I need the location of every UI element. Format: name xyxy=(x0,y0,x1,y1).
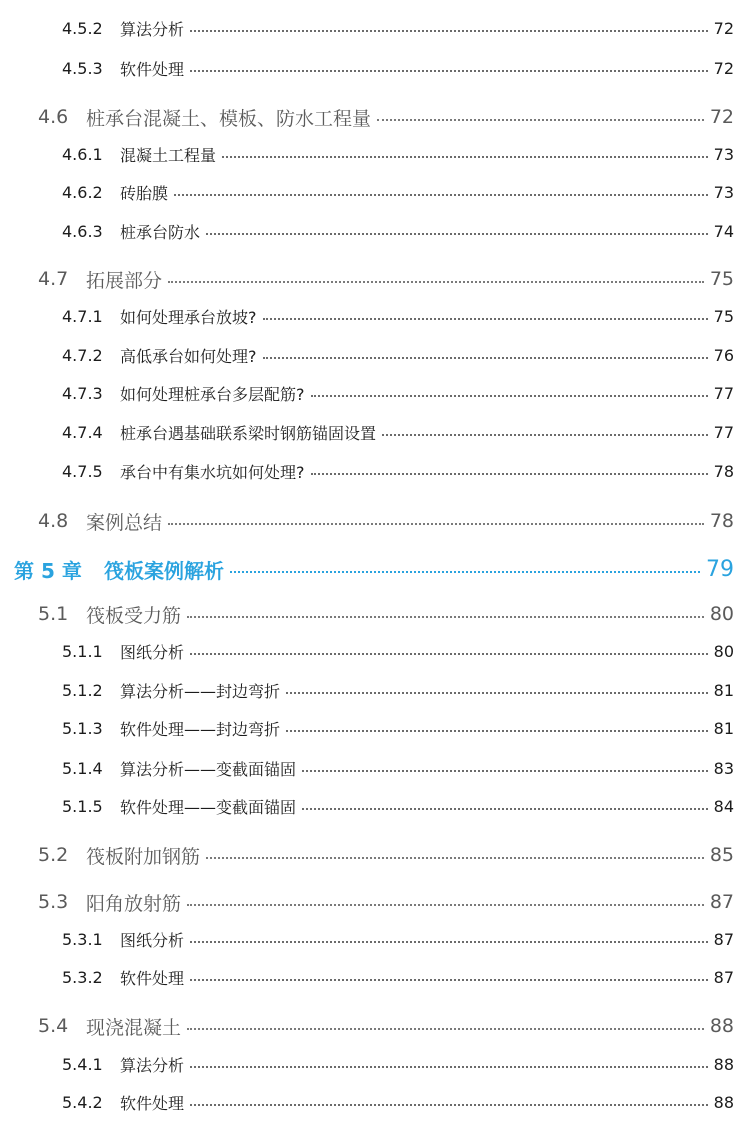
toc-entry-title: 算法分析 xyxy=(120,1055,185,1075)
toc-entry-sub[interactable] xyxy=(62,218,734,244)
toc-entry-sub[interactable] xyxy=(62,419,734,445)
toc-entry-number: 4.6 xyxy=(38,106,69,128)
toc-entry-page-number: 74 xyxy=(713,221,734,241)
toc-entry-title: 现浇混凝土 xyxy=(86,1016,182,1039)
dot-leader xyxy=(174,194,708,196)
dot-leader xyxy=(286,692,708,694)
toc-entry-number: 4.7.1 xyxy=(62,306,103,326)
dot-leader xyxy=(311,473,708,475)
toc-entry-title: 桩承台遇基础联系梁时钢筋锚固设置 xyxy=(120,423,377,443)
toc-entry-number: 4.6.2 xyxy=(62,182,103,202)
toc-entry-page-number: 81 xyxy=(713,680,734,700)
toc-entry-sub[interactable] xyxy=(62,55,734,81)
toc-entry-page-number: 87 xyxy=(709,891,734,913)
toc-entry-title: 承台中有集水坑如何处理? xyxy=(120,462,305,482)
toc-entry-page-number: 75 xyxy=(713,306,734,326)
dot-leader xyxy=(190,941,708,943)
toc-entry-section[interactable] xyxy=(38,102,734,132)
toc-entry-title: 如何处理承台放坡? xyxy=(120,307,257,327)
toc-entry-section[interactable] xyxy=(38,887,734,917)
toc-entry-page-number: 84 xyxy=(713,796,734,816)
dot-leader xyxy=(311,395,708,397)
toc-entry-page-number: 75 xyxy=(709,268,734,290)
toc-entry-page-number: 87 xyxy=(713,929,734,949)
toc-entry-section[interactable] xyxy=(38,506,734,536)
toc-entry-number: 5.2 xyxy=(38,844,69,866)
toc-entry-number: 4.7.2 xyxy=(62,345,103,365)
toc-entry-page-number: 83 xyxy=(713,758,734,778)
toc-entry-title: 拓展部分 xyxy=(86,269,163,292)
toc-entry-page-number: 78 xyxy=(713,461,734,481)
toc-entry-number: 第 5 章 xyxy=(14,558,82,583)
dot-leader xyxy=(302,770,708,772)
toc-entry-title: 图纸分析 xyxy=(120,642,185,662)
toc-entry-sub[interactable] xyxy=(62,1051,734,1077)
dot-leader xyxy=(187,904,704,906)
dot-leader xyxy=(302,808,708,810)
dot-leader xyxy=(263,318,708,320)
toc-entry-page-number: 88 xyxy=(713,1092,734,1112)
toc-entry-number: 5.3 xyxy=(38,891,69,913)
toc-entry-page-number: 80 xyxy=(709,603,734,625)
toc-entry-number: 5.1 xyxy=(38,603,69,625)
dot-leader xyxy=(222,156,708,158)
toc-entry-page-number: 77 xyxy=(713,383,734,403)
toc-entry-title: 混凝土工程量 xyxy=(120,145,217,165)
toc-entry-title: 如何处理桩承台多层配筋? xyxy=(120,384,305,404)
toc-entry-sub[interactable] xyxy=(62,141,734,167)
dot-leader xyxy=(206,857,704,859)
toc-entry-page-number: 73 xyxy=(713,182,734,202)
toc-entry-sub[interactable] xyxy=(62,1089,734,1115)
toc-entry-page-number: 72 xyxy=(709,106,734,128)
toc-entry-page-number: 80 xyxy=(713,641,734,661)
toc-entry-title: 桩承台混凝土、模板、防水工程量 xyxy=(86,107,372,130)
toc-entry-number: 5.1.4 xyxy=(62,758,103,778)
toc-entry-page-number: 85 xyxy=(709,844,734,866)
toc-entry-number: 5.1.2 xyxy=(62,680,103,700)
toc-entry-title: 软件处理 xyxy=(120,1093,185,1113)
dot-leader xyxy=(190,1066,708,1068)
dot-leader xyxy=(190,30,708,32)
toc-entry-number: 5.4.2 xyxy=(62,1092,103,1112)
toc-entry-number: 4.7 xyxy=(38,268,69,290)
toc-entry-number: 5.1.1 xyxy=(62,641,103,661)
toc-entry-number: 5.3.1 xyxy=(62,929,103,949)
toc-entry-title: 筏板附加钢筋 xyxy=(86,845,201,868)
dot-leader xyxy=(190,1104,708,1106)
toc-entry-title: 算法分析 xyxy=(120,19,185,39)
toc-entry-number: 4.8 xyxy=(38,510,69,532)
dot-leader xyxy=(286,730,708,732)
toc-entry-title: 软件处理 xyxy=(120,59,185,79)
toc-entry-title: 案例总结 xyxy=(86,511,163,534)
toc-entry-title: 软件处理——变截面锚固 xyxy=(120,797,297,817)
dot-leader xyxy=(190,979,708,981)
toc-entry-sub[interactable] xyxy=(62,926,734,952)
toc-entry-sub[interactable] xyxy=(62,458,734,484)
dot-leader xyxy=(190,653,708,655)
toc-entry-sub[interactable] xyxy=(62,179,734,205)
toc-entry-title: 筏板受力筋 xyxy=(86,604,182,627)
toc-entry-number: 4.6.1 xyxy=(62,144,103,164)
toc-entry-sub[interactable] xyxy=(62,380,734,406)
toc-entry-number: 4.7.5 xyxy=(62,461,103,481)
toc-entry-number: 4.7.3 xyxy=(62,383,103,403)
dot-leader xyxy=(168,523,704,525)
toc-entry-sub[interactable] xyxy=(62,793,734,819)
toc-entry-sub[interactable] xyxy=(62,964,734,990)
toc-entry-title: 筏板案例解析 xyxy=(104,558,224,583)
toc-entry-page-number: 72 xyxy=(713,58,734,78)
toc-entry-title: 桩承台防水 xyxy=(120,222,201,242)
dot-leader xyxy=(187,616,704,618)
dot-leader xyxy=(230,571,700,573)
toc-entry-number: 4.5.2 xyxy=(62,18,103,38)
toc-entry-title: 软件处理 xyxy=(120,968,185,988)
toc-entry-section[interactable] xyxy=(38,599,734,629)
toc-entry-page-number: 81 xyxy=(713,718,734,738)
toc-entry-section[interactable] xyxy=(38,264,734,294)
toc-entry-title: 图纸分析 xyxy=(120,930,185,950)
toc-entry-sub[interactable] xyxy=(62,15,734,41)
toc-entry-page-number: 78 xyxy=(709,510,734,532)
toc-entry-title: 高低承台如何处理? xyxy=(120,346,257,366)
toc-entry-number: 5.1.5 xyxy=(62,796,103,816)
dot-leader xyxy=(168,281,704,283)
toc-entry-page-number: 79 xyxy=(706,556,734,582)
toc-entry-number: 5.4 xyxy=(38,1015,69,1037)
toc-entry-number: 4.6.3 xyxy=(62,221,103,241)
toc-entry-sub[interactable] xyxy=(62,342,734,368)
toc-entry-title: 阳角放射筋 xyxy=(86,892,182,915)
toc-entry-sub[interactable] xyxy=(62,755,734,781)
toc-entry-number: 4.7.4 xyxy=(62,422,103,442)
toc-entry-sub[interactable] xyxy=(62,677,734,703)
toc-entry-section[interactable] xyxy=(38,840,734,870)
toc-entry-page-number: 87 xyxy=(713,967,734,987)
dot-leader xyxy=(263,357,708,359)
toc-entry-page-number: 72 xyxy=(713,18,734,38)
toc-entry-number: 5.3.2 xyxy=(62,967,103,987)
toc-entry-sub[interactable] xyxy=(62,715,734,741)
toc-entry-page-number: 88 xyxy=(713,1054,734,1074)
dot-leader xyxy=(206,233,708,235)
toc-entry-title: 软件处理——封边弯折 xyxy=(120,719,281,739)
dot-leader xyxy=(382,434,708,436)
toc-entry-page-number: 73 xyxy=(713,144,734,164)
toc-entry-section[interactable] xyxy=(38,1011,734,1041)
dot-leader xyxy=(187,1028,704,1030)
toc-entry-number: 5.1.3 xyxy=(62,718,103,738)
toc-entry-number: 5.4.1 xyxy=(62,1054,103,1074)
toc-entry-title: 算法分析——变截面锚固 xyxy=(120,759,297,779)
toc-entry-sub[interactable] xyxy=(62,638,734,664)
toc-entry-sub[interactable] xyxy=(62,303,734,329)
dot-leader xyxy=(190,70,708,72)
toc-entry-page-number: 88 xyxy=(709,1015,734,1037)
toc-entry-title: 算法分析——封边弯折 xyxy=(120,681,281,701)
toc-entry-page-number: 77 xyxy=(713,422,734,442)
toc-entry-number: 4.5.3 xyxy=(62,58,103,78)
toc-entry-chapter[interactable] xyxy=(14,553,734,585)
toc-entry-title: 砖胎膜 xyxy=(120,183,169,203)
dot-leader xyxy=(377,119,704,121)
toc-entry-page-number: 76 xyxy=(713,345,734,365)
